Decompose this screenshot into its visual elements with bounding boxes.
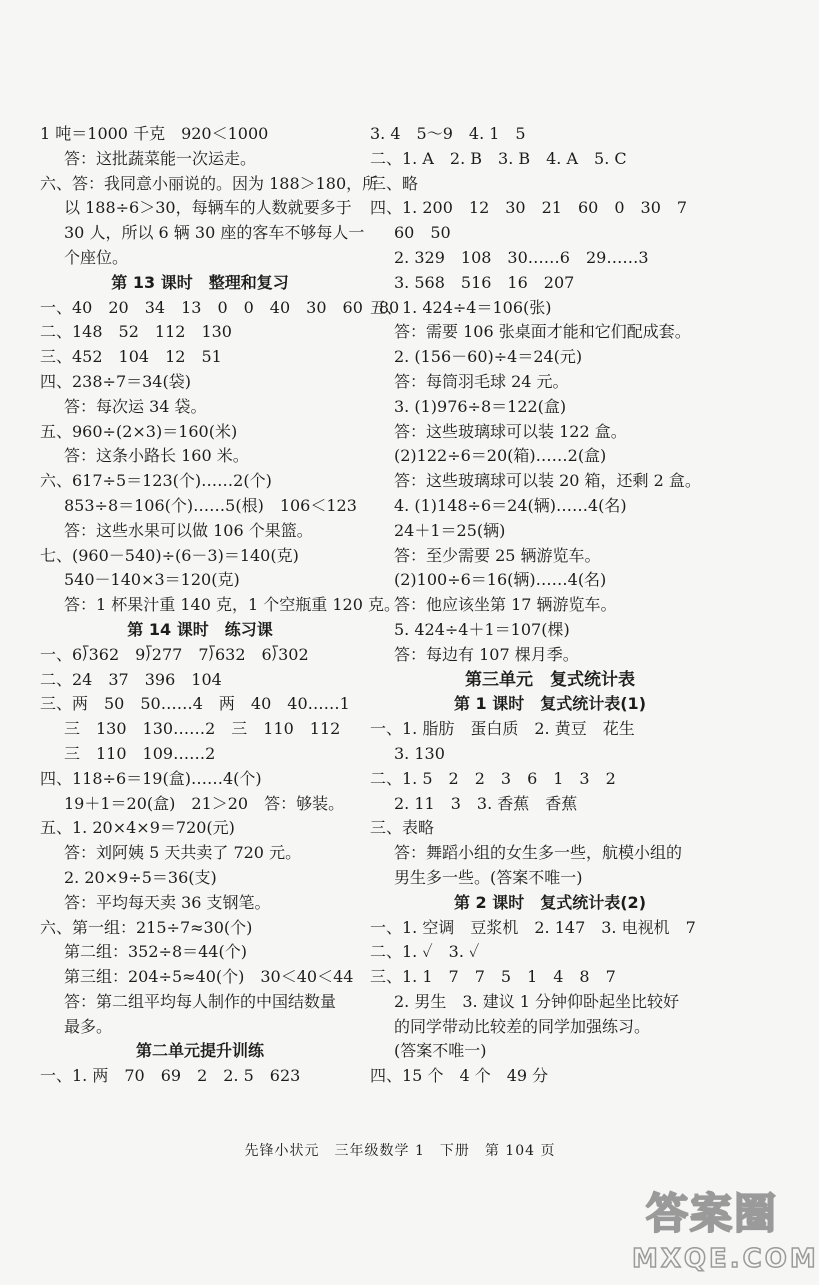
unit-heading: 第三单元 复式统计表 [465,669,635,690]
answer-line: 的同学带动比较差的同学加强练习。 [394,1016,651,1036]
answer-line: 一、1. 脂肪 蛋白质 2. 黄豆 花生 [370,719,635,739]
answer-line: (2)100÷6＝16(辆)……4(名) [394,570,607,590]
answer-line: 以 188÷6＞30，每辆车的人数就要多于 [64,198,352,218]
answer-line: 个座位。 [64,247,129,267]
answer-line: 3. 130 [394,743,445,763]
answer-line: 3. 568 516 16 207 [394,272,575,292]
answer-line: 3. 4 5～9 4. 1 5 [370,124,526,143]
answer-line: 答：这些玻璃球可以装 122 盒。 [394,421,627,441]
answer-line: 853÷8＝106(个)……5(根) 106＜123 [64,495,357,515]
answer-line: 第三组：204÷5≈40(个) 30＜40＜44 [64,967,354,987]
answer-line: 答：每筒羽毛球 24 元。 [394,371,569,391]
answer-line: 二、1. ✓ 3. ✓ [370,942,480,962]
answer-line: 六、第一组：215÷7≈30(个) [40,917,253,937]
answer-line: 答：每边有 107 棵月季。 [394,644,579,664]
answer-line: 第二组：352÷8＝44(个) [64,942,247,962]
answer-line: 4. (1)148÷6＝24(辆)……4(名) [394,495,627,515]
page-footer: 先锋小状元 三年级数学 1 下册 第 104 页 [244,1143,556,1159]
answer-line: 三 130 130……2 三 110 112 [64,719,341,739]
answer-line: 三、略 [370,173,419,193]
answer-line: 五、1. 20×4×9＝720(元) [40,818,235,838]
answer-line: 答：这些水果可以做 106 个果篮。 [64,520,313,540]
answer-line: 540－140×3＝120(克) [64,570,240,590]
answer-line: 答：他应该坐第 17 辆游览车。 [394,595,617,615]
answer-line: 五、960÷(2×3)＝160(米) [40,421,238,441]
watermark-bottom-text: MXQE.COM [632,1244,819,1274]
answer-line: 2. 329 108 30……6 29……3 [394,247,649,267]
answer-line: 答：平均每天卖 36 支钢笔。 [64,892,271,912]
right-column [370,122,730,1089]
section-heading: 第二单元提升训练 [135,1041,264,1061]
answer-line: (答案不唯一) [394,1041,487,1061]
answer-line: (2)122÷6＝20(箱)……2(盒) [394,446,607,466]
answer-line: 答：这批蔬菜能一次运走。 [64,148,257,168]
answer-line: 答：至少需要 25 辆游览车。 [394,545,601,565]
answer-line: 答：需要 106 张桌面才能和它们配成套。 [394,322,691,342]
answer-line: 2. 20×9÷5＝36(支) [64,867,217,887]
answer-line: 男生多一些。(答案不唯一) [394,867,583,887]
answer-line: 19＋1＝20(盒) 21＞20 答：够装。 [64,793,345,813]
answer-line: 三、452 104 12 51 [40,347,222,367]
answer-line: 二、1. 5 2 2 3 6 1 3 2 [370,768,616,788]
answer-line: 四、118÷6＝19(盒)……4(个) [40,768,262,788]
answer-line: 六、答：我同意小丽说的。因为 188＞180，所 [40,173,379,193]
answer-line: 答：每次运 34 袋。 [64,396,207,416]
answer-line: 一、40 20 34 13 0 0 40 30 60 80 [40,297,400,317]
answer-line: 四、15 个 4 个 49 分 [370,1066,549,1086]
answer-line: 最多。 [64,1016,113,1036]
answer-line: 5. 424÷4＋1＝107(棵) [394,619,570,639]
answer-line: 二、1. A 2. B 3. B 4. A 5. C [370,148,627,168]
answer-line: 答：第二组平均每人制作的中国结数量 [64,991,337,1011]
answer-line: 一、1. 空调 豆浆机 2. 147 3. 电视机 7 [370,917,696,937]
answer-line: 24＋1＝25(辆) [394,520,506,540]
answer-line: 二、24 37 396 104 [40,669,222,689]
answer-line: 三、两 50 50……4 两 40 40……1 [40,694,350,714]
answer-line: 3. (1)976÷8＝122(盒) [394,396,567,416]
answer-line: 四、1. 200 12 30 21 60 0 30 7 [370,198,688,218]
answer-line: 三、表略 [370,818,435,838]
answer-line: 答：这条小路长 160 米。 [64,446,249,466]
answer-line: 2. 男生 3. 建议 1 分钟仰卧起坐比较好 [394,991,680,1011]
answer-line: 2. (156－60)÷4＝24(元) [394,347,583,367]
answer-line: 五、1. 424÷4＝106(张) [370,297,552,317]
answer-line: 30 人，所以 6 辆 30 座的客车不够每人一 [64,223,365,243]
answer-line: 答：刘阿姨 5 天共卖了 720 元。 [64,843,302,863]
answer-line: 二、148 52 112 130 [40,322,232,342]
answer-line: 答：1 杯果汁重 140 克，1 个空瓶重 120 克。 [64,595,400,615]
answer-line: 1 吨＝1000 千克 920＜1000 [40,124,269,143]
answer-line: 七、(960－540)÷(6－3)＝140(克) [40,545,299,565]
answer-line: 一、1. 两 70 69 2 2. 5 623 [40,1066,301,1086]
answer-line: 2. 11 3 3. 香蕉 香蕉 [394,793,578,813]
answer-line: 答：这些玻璃球可以装 20 箱，还剩 2 盒。 [394,471,701,491]
section-heading: 第 13 课时 整理和复习 [111,272,289,292]
answer-line: 三、1. 1 7 7 5 1 4 8 7 [370,967,616,987]
answer-line: 60 50 [394,223,451,243]
section-heading: 第 14 课时 练习课 [127,619,273,639]
answer-line: 四、238÷7＝34(袋) [40,371,191,391]
watermark-logo [632,1180,819,1280]
answer-line: 一、6⟌362 9⟌277 7⟌632 6⟌302 [40,644,309,664]
section-heading: 第 1 课时 复式统计表(1) [453,694,647,714]
answer-line: 六、617÷5＝123(个)……2(个) [40,471,272,491]
answer-line: 答：舞蹈小组的女生多一些，航模小组的 [394,843,683,863]
watermark-top-text: 答案圈 [645,1189,778,1238]
answer-line: 三 110 109……2 [64,743,216,763]
section-heading: 第 2 课时 复式统计表(2) [453,892,647,912]
